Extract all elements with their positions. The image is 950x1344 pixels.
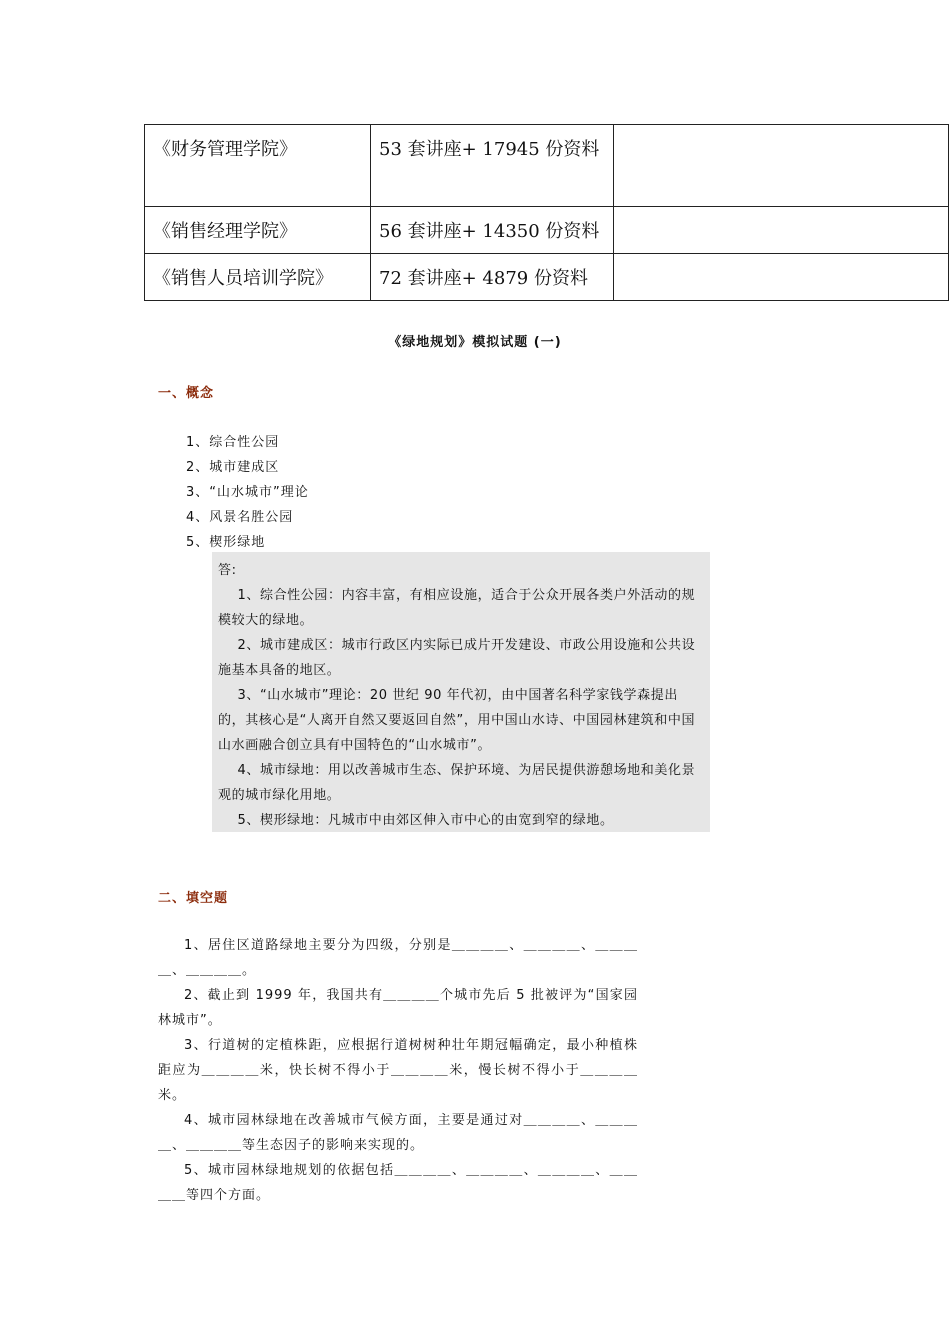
college-name-cell: 《财务管理学院》 <box>145 125 371 207</box>
answer-box <box>212 552 710 832</box>
list-item: 4、风景名胜公园 <box>186 510 294 525</box>
empty-cell <box>614 207 949 254</box>
empty-cell <box>614 254 949 301</box>
question-paragraph: 2、截止到 1999 年，我国共有＿＿＿＿个城市先后 5 批被评为“国家园林城市”。 <box>158 988 638 1028</box>
college-name-cell: 《销售人员培训学院》 <box>145 254 371 301</box>
answer-label: 答: <box>218 563 237 578</box>
resource-count-cell: 72 套讲座+ 4879 份资料 <box>371 254 614 301</box>
question-paragraph: 5、城市园林绿地规划的依据包括＿＿＿＿、＿＿＿＿、＿＿＿＿、＿＿＿＿等四个方面。 <box>158 1163 638 1203</box>
table-row <box>145 207 949 254</box>
answer-paragraph: 1、综合性公园：内容丰富，有相应设施，适合于公众开展各类户外活动的规模较大的绿地。 <box>218 588 696 628</box>
list-item: 5、楔形绿地 <box>186 535 266 550</box>
answer-paragraph: 2、城市建成区：城市行政区内实际已成片开发建设、市政公用设施和公共设施基本具备的地区。 <box>218 638 696 678</box>
question-paragraph: 4、城市园林绿地在改善城市气候方面，主要是通过对＿＿＿＿、＿＿＿＿、＿＿＿＿等生态因子的影响来实现的。 <box>158 1113 638 1153</box>
answer-paragraph: 5、楔形绿地：凡城市中由郊区伸入市中心的由宽到窄的绿地。 <box>237 813 614 828</box>
answer-paragraph: 4、城市绿地：用以改善城市生态、保护环境、为居民提供游憩场地和美化景观的城市绿化用地。 <box>218 763 696 803</box>
answer-paragraph: 3、“山水城市”理论：20 世纪 90 年代初，由中国著名科学家钱学森提出的，其核心是“人离开自然又要返回自然”，用中国山水诗、中国园林建筑和中国山水画融合创立具有中国特色的“山水城市”。 <box>218 688 696 753</box>
resource-count-cell: 56 套讲座+ 14350 份资料 <box>371 207 614 254</box>
table-row <box>145 254 949 301</box>
question-paragraph: 1、居住区道路绿地主要分为四级，分别是＿＿＿＿、＿＿＿＿、＿＿＿＿、＿＿＿＿。 <box>158 938 638 978</box>
section-heading-fill-blank: 二、填空题 <box>158 891 229 906</box>
list-item: 3、“山水城市”理论 <box>186 485 309 500</box>
fill-blank-questions <box>158 933 638 1208</box>
resource-table <box>144 124 949 301</box>
list-item: 2、城市建成区 <box>186 460 280 475</box>
college-name-cell: 《销售经理学院》 <box>145 207 371 254</box>
list-item: 1、综合性公园 <box>186 435 280 450</box>
section-heading-concepts: 一、概念 <box>158 386 215 401</box>
document-title: 《绿地规划》模拟试题 (一) <box>388 335 562 350</box>
concept-list <box>186 430 309 555</box>
question-paragraph: 3、行道树的定植株距，应根据行道树树种壮年期冠幅确定，最小种植株距应为＿＿＿＿米，快长树不得小于＿＿＿＿米，慢长树不得小于＿＿＿＿米。 <box>158 1038 638 1103</box>
empty-cell <box>614 125 949 207</box>
table-row <box>145 125 949 207</box>
resource-count-cell: 53 套讲座+ 17945 份资料 <box>371 125 614 207</box>
